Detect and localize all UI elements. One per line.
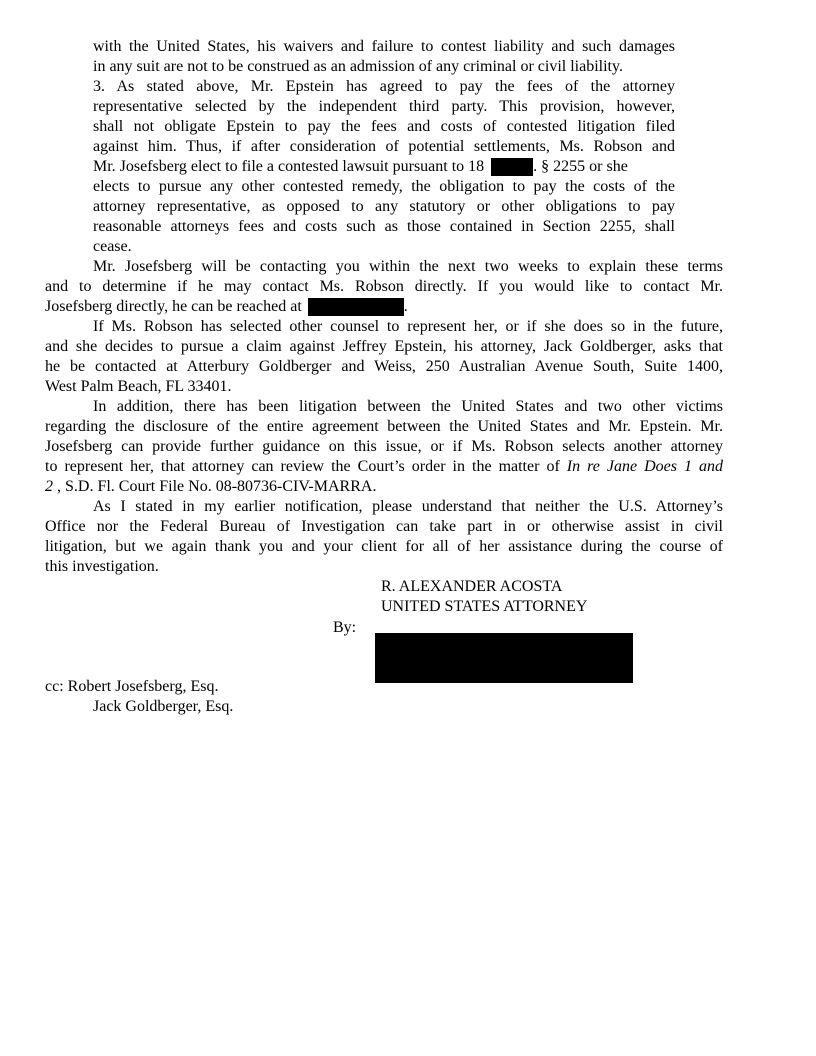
paragraph-line: Josefsberg can provide further guidance on this issue, or if Ms. Robson selects another attorney xyxy=(45,438,723,455)
item-line: attorney representative, as opposed to any statutory or other obligations to pay xyxy=(93,198,675,215)
usc-redaction xyxy=(491,158,533,176)
by-label: By: xyxy=(333,619,357,636)
signatory-title: UNITED STATES ATTORNEY xyxy=(381,598,588,615)
paragraph-line: As I stated in my earlier notification, please understand that neither the U.S. Attorney’s xyxy=(93,498,723,515)
item-line: in any suit are not to be construed as an admission of any criminal or civil liability. xyxy=(93,58,623,75)
paragraph-line xyxy=(45,477,376,497)
item-line: 3. As stated above, Mr. Epstein has agreed to pay the fees of the attorney xyxy=(93,78,675,95)
item-line-text: . § 2255 or she xyxy=(533,158,628,175)
paragraph-line: and she decides to pursue a claim against Jeffrey Epstein, his attorney, Jack Goldberger, asks that xyxy=(45,338,723,355)
paragraph-line: this investigation. xyxy=(45,558,159,575)
item-line: against him. Thus, if after consideration of potential settlements, Ms. Robson and xyxy=(93,138,675,155)
cc-line: cc: Robert Josefsberg, Esq. xyxy=(45,678,219,695)
paragraph-line: regarding the disclosure of the entire agreement between the United States and Mr. Epstein. Mr. xyxy=(45,418,723,435)
item-line: shall not obligate Epstein to pay the fees and costs of contested litigation filed xyxy=(93,118,675,135)
item-line: elects to pursue any other contested remedy, the obligation to pay the costs of the xyxy=(93,178,675,195)
paragraph-line: and to determine if he may contact Ms. Robson directly. If you would like to contact Mr. xyxy=(45,278,723,295)
case-file-number: , S.D. Fl. Court File No. 08-80736-CIV-MARRA. xyxy=(53,478,377,495)
paragraph-line: If Ms. Robson has selected other counsel to represent her, or if she does so in the future, xyxy=(93,318,723,335)
paragraph-text: to represent her, that attorney can review the Court’s order in the matter of xyxy=(45,458,560,475)
paragraph-line xyxy=(45,297,408,317)
item-line-text: Mr. Josefsberg elect to file a contested lawsuit pursuant to 18 xyxy=(93,158,485,175)
paragraph-line: Office nor the Federal Bureau of Investigation can take part in or otherwise assist in civil xyxy=(45,518,723,535)
case-name: 2 xyxy=(45,478,53,495)
case-name: In re Jane Does 1 and xyxy=(566,458,723,475)
paragraph-line: In addition, there has been litigation between the United States and two other victims xyxy=(93,398,723,415)
paragraph-text: . xyxy=(403,298,408,315)
item-line: reasonable attorneys fees and costs such as those contained in Section 2255, shall xyxy=(93,218,675,235)
paragraph-line: litigation, but we again thank you and your client for all of her assistance during the course of xyxy=(45,538,723,555)
paragraph-text: Josefsberg directly, he can be reached at xyxy=(45,298,302,315)
paragraph-line: he be contacted at Atterbury Goldberger and Weiss, 250 Australian Avenue South, Suite 1400, xyxy=(45,358,723,375)
paragraph-line xyxy=(45,457,723,477)
item-line: cease. xyxy=(93,238,132,255)
cc-line: Jack Goldberger, Esq. xyxy=(93,698,234,715)
paragraph-line: West Palm Beach, FL 33401. xyxy=(45,378,232,395)
item-line xyxy=(93,157,628,177)
phone-redaction xyxy=(308,298,404,316)
item-line: with the United States, his waivers and failure to contest liability and such damages xyxy=(93,38,675,55)
signature-redaction xyxy=(375,633,633,683)
paragraph-line: Mr. Josefsberg will be contacting you within the next two weeks to explain these terms xyxy=(93,258,723,275)
item-line: representative selected by the independent third party. This provision, however, xyxy=(93,98,675,115)
signatory-name: R. ALEXANDER ACOSTA xyxy=(381,578,563,595)
